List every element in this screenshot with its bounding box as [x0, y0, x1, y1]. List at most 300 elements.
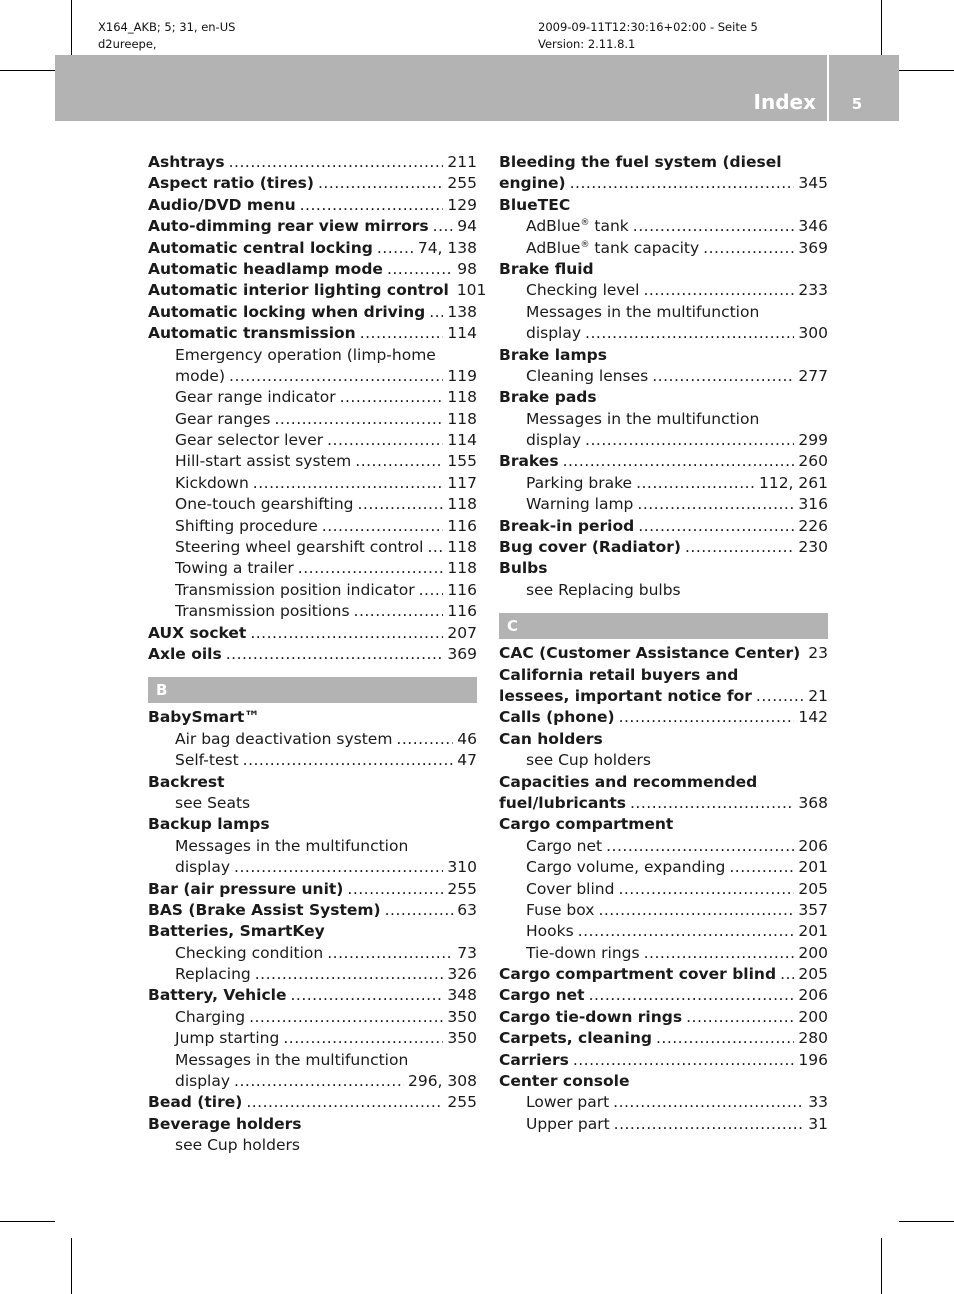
index-entry	[499, 1028, 828, 1049]
entry-label: Self-test	[175, 751, 239, 770]
entry-label: California retail buyers and	[499, 665, 739, 684]
dot-leader	[283, 1028, 443, 1049]
dot-leader	[638, 516, 794, 537]
entry-label: engine)	[499, 174, 566, 193]
page-reference: 101	[456, 281, 487, 300]
entry-label: Calls (phone)	[499, 708, 615, 727]
index-subentry	[499, 473, 828, 494]
entry-text	[148, 195, 296, 216]
entry-label: BAS (Brake Assist System)	[148, 900, 381, 919]
dot-leader	[275, 409, 444, 430]
page-reference: 98	[457, 259, 477, 278]
index-entry	[499, 772, 828, 793]
index-subentry	[148, 366, 477, 387]
print-meta-line: 2009-09-11T12:30:16+02:00 - Seite 5	[538, 20, 758, 34]
dot-leader	[703, 238, 794, 259]
entry-text	[175, 794, 250, 812]
index-subentry	[499, 366, 828, 387]
page-reference: 226	[798, 516, 828, 535]
entry-label: Can holders	[499, 729, 603, 748]
entry-text	[148, 623, 246, 644]
dot-leader	[685, 537, 794, 558]
dot-leader	[429, 302, 443, 323]
page-reference: 201	[798, 858, 828, 877]
entry-text	[175, 729, 392, 750]
dot-leader	[253, 473, 444, 494]
page-reference: 260	[798, 452, 828, 471]
entry-text	[526, 879, 614, 900]
dot-leader	[255, 964, 444, 985]
entry-text	[175, 601, 350, 622]
entry-text	[526, 216, 629, 237]
entry-text	[499, 643, 800, 664]
section-header	[499, 613, 828, 639]
dot-leader	[290, 985, 443, 1006]
entry-text	[526, 836, 602, 857]
index-entry	[148, 152, 477, 173]
entry-label: Parking brake	[526, 473, 633, 492]
index-subentry	[499, 409, 828, 430]
page-reference: 326	[447, 965, 477, 984]
index-entry	[499, 451, 828, 472]
entry-text	[499, 793, 626, 814]
page-title: Index	[753, 90, 816, 114]
entry-text	[148, 985, 286, 1006]
entry-text	[526, 921, 574, 942]
entry-text	[148, 323, 356, 344]
dot-leader	[644, 943, 795, 964]
page-reference: 348	[447, 986, 477, 1005]
index-entry	[499, 558, 828, 579]
dot-leader	[589, 985, 795, 1006]
entry-text	[526, 280, 639, 301]
dot-leader	[250, 623, 443, 644]
entry-label: Brakes	[499, 452, 559, 471]
entry-text	[148, 1115, 302, 1133]
entry-text	[175, 750, 239, 771]
entry-text	[526, 366, 648, 387]
entry-label: display	[175, 858, 231, 877]
dot-leader	[234, 1071, 404, 1092]
dot-leader	[419, 580, 444, 601]
index-entry	[499, 1007, 828, 1028]
entry-text	[499, 1072, 629, 1090]
crop-mark	[71, 0, 72, 55]
print-meta-line: Version: 2.11.8.1	[538, 36, 636, 51]
entry-label: Hill-start assist system	[175, 452, 352, 471]
index-subentry	[499, 430, 828, 451]
entry-text	[499, 260, 594, 278]
page-reference: 300	[798, 324, 828, 343]
entry-text	[499, 666, 738, 684]
index-entry	[499, 1050, 828, 1071]
index-entry	[148, 900, 477, 921]
dot-leader	[340, 387, 444, 408]
entry-label: Cargo volume, expanding	[526, 858, 726, 877]
entry-label: Bar (air pressure unit)	[148, 879, 344, 898]
page-reference: 33	[808, 1093, 828, 1112]
page-reference: 368	[798, 793, 828, 812]
page-reference: 205	[798, 965, 828, 984]
dot-leader	[656, 1028, 794, 1049]
index-subentry	[148, 494, 477, 515]
entry-text	[148, 900, 381, 921]
entry-label: see Cup holders	[175, 1136, 300, 1155]
entry-label: Transmission positions	[175, 602, 350, 621]
entry-label: Bleeding the fuel system (diesel	[499, 153, 782, 171]
dot-leader	[327, 430, 443, 451]
index-subentry	[499, 1114, 828, 1135]
page-reference: 74, 138	[417, 238, 477, 257]
dot-leader	[396, 729, 453, 750]
page-reference: 369	[447, 644, 477, 663]
entry-label: Cargo net	[526, 836, 603, 855]
page-reference: 345	[798, 174, 828, 193]
page-reference: 350	[447, 1007, 477, 1026]
page-reference: 205	[798, 879, 828, 898]
index-entry	[499, 152, 828, 173]
page-reference: 206	[798, 986, 828, 1005]
entry-label: Cover blind	[526, 879, 615, 898]
page-reference: 255	[447, 879, 477, 898]
index-subentry	[148, 345, 477, 366]
index-entry	[499, 387, 828, 408]
index-entry	[148, 302, 477, 323]
dot-leader	[686, 1007, 794, 1028]
entry-label: BlueTEC	[499, 195, 571, 214]
entry-text	[175, 580, 415, 601]
index-entry	[499, 345, 828, 366]
entry-text	[499, 707, 615, 728]
entry-label: Battery, Vehicle	[148, 986, 287, 1005]
page-reference: 277	[798, 366, 828, 385]
entry-label: Cargo tie-down rings	[499, 1007, 683, 1026]
entry-text	[499, 173, 566, 194]
dot-leader	[300, 195, 444, 216]
entry-label: Brake fluid	[499, 259, 594, 278]
index-entry	[148, 985, 477, 1006]
dot-leader	[573, 1050, 795, 1071]
entry-label-suffix: tank	[589, 217, 629, 236]
dot-leader	[585, 323, 794, 344]
crop-mark	[0, 70, 55, 71]
index-entry	[148, 707, 477, 728]
index-entry	[148, 173, 477, 194]
entry-label: Backrest	[148, 772, 225, 791]
page-reference: 346	[798, 217, 828, 236]
page-reference: 23	[808, 644, 828, 663]
index-entry	[499, 665, 828, 686]
page-reference: 116	[447, 602, 477, 621]
entry-text	[148, 644, 222, 665]
entry-text	[499, 388, 597, 406]
crop-mark	[71, 1238, 72, 1294]
entry-label: display	[526, 324, 582, 343]
entry-text	[175, 537, 423, 558]
print-meta-left	[98, 19, 235, 52]
entry-text	[175, 451, 351, 472]
entry-text	[148, 815, 270, 833]
dot-leader	[606, 836, 794, 857]
page-reference: 155	[447, 452, 477, 471]
entry-text	[148, 922, 325, 940]
entry-text	[175, 943, 323, 964]
entry-label: Jump starting	[175, 1029, 280, 1048]
dot-leader	[729, 857, 794, 878]
entry-label: Fuse box	[526, 900, 595, 919]
entry-label: Shifting procedure	[175, 516, 318, 535]
entry-text	[148, 259, 383, 280]
entry-label: Steering wheel gearshift control	[175, 538, 424, 557]
entry-label: Axle oils	[148, 644, 222, 663]
entry-label: Lower part	[526, 1093, 610, 1112]
entry-label: Cargo compartment cover blind	[499, 965, 777, 984]
entry-label: see Replacing bulbs	[526, 580, 681, 599]
index-entry	[499, 259, 828, 280]
index-entry	[148, 879, 477, 900]
index-entry	[499, 793, 828, 814]
index-entry	[148, 216, 477, 237]
index-entry	[499, 985, 828, 1006]
section-header	[148, 677, 477, 703]
entry-text	[148, 173, 314, 194]
page-reference: 230	[798, 538, 828, 557]
index-subentry	[499, 323, 828, 344]
dot-leader	[322, 516, 444, 537]
dot-leader	[427, 537, 443, 558]
entry-label: mode)	[175, 366, 226, 385]
entry-label: Messages in the multifunction	[526, 302, 760, 321]
index-entry	[148, 921, 477, 942]
dot-leader	[618, 879, 794, 900]
index-subentry	[148, 1028, 477, 1049]
entry-label: Bulbs	[499, 559, 548, 578]
index-subentry	[148, 750, 477, 771]
dot-leader	[633, 216, 795, 237]
entry-text	[175, 473, 249, 494]
index-subentry	[499, 879, 828, 900]
entry-label: Cargo net	[499, 986, 585, 1005]
entry-label: Bug cover (Radiator)	[499, 538, 681, 557]
dot-leader	[226, 644, 444, 665]
entry-text	[148, 773, 225, 791]
page-reference: 196	[798, 1050, 828, 1069]
entry-text	[148, 1092, 242, 1113]
index-subentry	[148, 1050, 477, 1071]
entry-label: Brake lamps	[499, 345, 607, 364]
index-entry	[499, 729, 828, 750]
index-subentry	[499, 1092, 828, 1113]
entry-label: AUX socket	[148, 623, 247, 642]
index-subentry	[499, 836, 828, 857]
dot-leader	[246, 1092, 443, 1113]
entry-text	[175, 430, 323, 451]
entry-label: Checking condition	[175, 943, 324, 962]
dot-leader	[243, 750, 454, 771]
entry-text	[175, 837, 408, 855]
entry-text	[175, 409, 271, 430]
page-reference: 211	[447, 153, 477, 171]
index-entry	[499, 195, 828, 216]
page-reference: 142	[798, 708, 828, 727]
page-reference: 118	[447, 538, 477, 557]
entry-label: Automatic locking when driving	[148, 302, 426, 321]
entry-text	[499, 451, 559, 472]
dot-leader	[358, 494, 444, 515]
entry-text	[499, 985, 585, 1006]
page-reference: 255	[447, 1093, 477, 1112]
index-subentry	[148, 516, 477, 537]
entry-label: Replacing	[175, 965, 251, 984]
dot-leader	[613, 1092, 804, 1113]
dot-leader	[377, 238, 414, 259]
page-reference: 46	[457, 729, 477, 748]
page-number: 5	[851, 95, 863, 113]
index-subentry	[148, 729, 477, 750]
entry-label: Carriers	[499, 1050, 569, 1069]
index-entry	[499, 516, 828, 537]
page-reference: 114	[447, 324, 477, 343]
dot-leader	[636, 473, 755, 494]
index-subentry	[499, 280, 828, 301]
crop-mark	[899, 70, 954, 71]
entry-text	[148, 280, 449, 301]
index-subentry	[148, 793, 477, 814]
index-subentry	[499, 302, 828, 323]
page-reference: 200	[798, 1007, 828, 1026]
entry-text	[526, 900, 594, 921]
page-reference: 200	[798, 943, 828, 962]
index-column-left	[148, 152, 487, 1157]
index-entry	[148, 1092, 477, 1113]
dot-leader	[360, 323, 444, 344]
index-subentry	[499, 580, 828, 601]
entry-text	[499, 516, 634, 537]
page-reference: 118	[447, 388, 477, 407]
entry-text	[526, 857, 725, 878]
entry-text	[499, 559, 547, 577]
index-subentry	[148, 943, 477, 964]
entry-label: Center console	[499, 1072, 630, 1091]
page-reference: 357	[798, 900, 828, 919]
page-reference: 114	[447, 431, 477, 450]
entry-text	[499, 153, 782, 171]
entry-text	[148, 216, 429, 237]
entry-label: Ashtrays	[148, 153, 225, 171]
entry-text	[526, 943, 640, 964]
entry-label: lessees, important notice for	[499, 686, 752, 705]
index-entry	[148, 195, 477, 216]
page-reference: 63	[457, 900, 477, 919]
index-subentry	[148, 409, 477, 430]
entry-label: Break-in period	[499, 516, 635, 535]
entry-label: Automatic central locking	[148, 238, 373, 257]
page-reference: 129	[447, 195, 477, 214]
entry-label: AdBlue	[526, 238, 581, 257]
entry-text	[175, 346, 436, 364]
page-reference: 299	[798, 431, 828, 450]
index-subentry	[148, 558, 477, 579]
dot-leader	[249, 1007, 443, 1028]
entry-text	[148, 152, 225, 173]
entry-text	[499, 1050, 569, 1071]
entry-text	[175, 964, 251, 985]
index-entry	[148, 644, 477, 665]
entry-label: display	[526, 431, 582, 450]
entry-label-suffix: tank capacity	[589, 238, 700, 257]
dot-leader	[630, 793, 794, 814]
page-reference: 233	[798, 281, 828, 300]
entry-label: Auto-dimming rear view mirrors	[148, 217, 429, 236]
entry-label: Transmission position indicator	[175, 580, 415, 599]
index-subentry	[148, 964, 477, 985]
index-subentry	[148, 451, 477, 472]
entry-text	[148, 302, 425, 323]
crop-mark	[881, 0, 882, 55]
section-letter: C	[507, 617, 519, 636]
index-subentry	[148, 857, 477, 878]
page-reference: 316	[798, 495, 828, 514]
page-reference: 296, 308	[407, 1072, 477, 1091]
dot-leader	[347, 879, 443, 900]
entry-label: Brake pads	[499, 388, 597, 407]
dot-leader	[433, 216, 454, 237]
dot-leader	[637, 494, 794, 515]
dot-leader	[229, 152, 444, 173]
entry-text	[148, 708, 260, 726]
index-entry	[148, 259, 477, 280]
index-subentry	[148, 1071, 477, 1092]
dot-leader	[387, 259, 453, 280]
dot-leader	[643, 280, 794, 301]
entry-label: BabySmart™	[148, 708, 260, 727]
entry-text	[499, 1028, 652, 1049]
entry-label: Aspect ratio (tires)	[148, 174, 314, 193]
entry-text	[499, 346, 607, 364]
page-reference: 207	[447, 623, 477, 642]
page-reference: 255	[447, 174, 477, 193]
entry-label: fuel/lubricants	[499, 793, 626, 812]
dot-leader	[619, 707, 795, 728]
page-reference: 21	[808, 686, 828, 705]
index-subentry	[148, 836, 477, 857]
index-subentry	[148, 1007, 477, 1028]
entry-text	[175, 1136, 300, 1154]
entry-label: Air bag deactivation system	[175, 729, 393, 748]
entry-text	[526, 751, 651, 769]
page-reference: 117	[447, 473, 477, 492]
entry-label: Charging	[175, 1007, 246, 1026]
entry-label: Messages in the multifunction	[175, 1050, 409, 1069]
index-subentry	[148, 1135, 477, 1156]
index-subentry	[499, 494, 828, 515]
page-reference: 138	[447, 302, 477, 321]
entry-label: Tie-down rings	[526, 943, 640, 962]
entry-label: Gear range indicator	[175, 388, 336, 407]
entry-label: Emergency operation (limp-home	[175, 345, 436, 364]
registered-mark: ®	[580, 239, 590, 250]
page-reference: 116	[447, 580, 477, 599]
index-entry	[148, 323, 477, 344]
index-entry	[148, 772, 477, 793]
entry-label: Audio/DVD menu	[148, 195, 296, 214]
entry-label: Warning lamp	[526, 495, 634, 514]
dot-leader	[614, 1114, 805, 1135]
entry-text	[499, 1007, 682, 1028]
page-reference: 206	[798, 836, 828, 855]
dot-leader	[327, 943, 453, 964]
entry-label: Capacities and recommended	[499, 772, 758, 791]
